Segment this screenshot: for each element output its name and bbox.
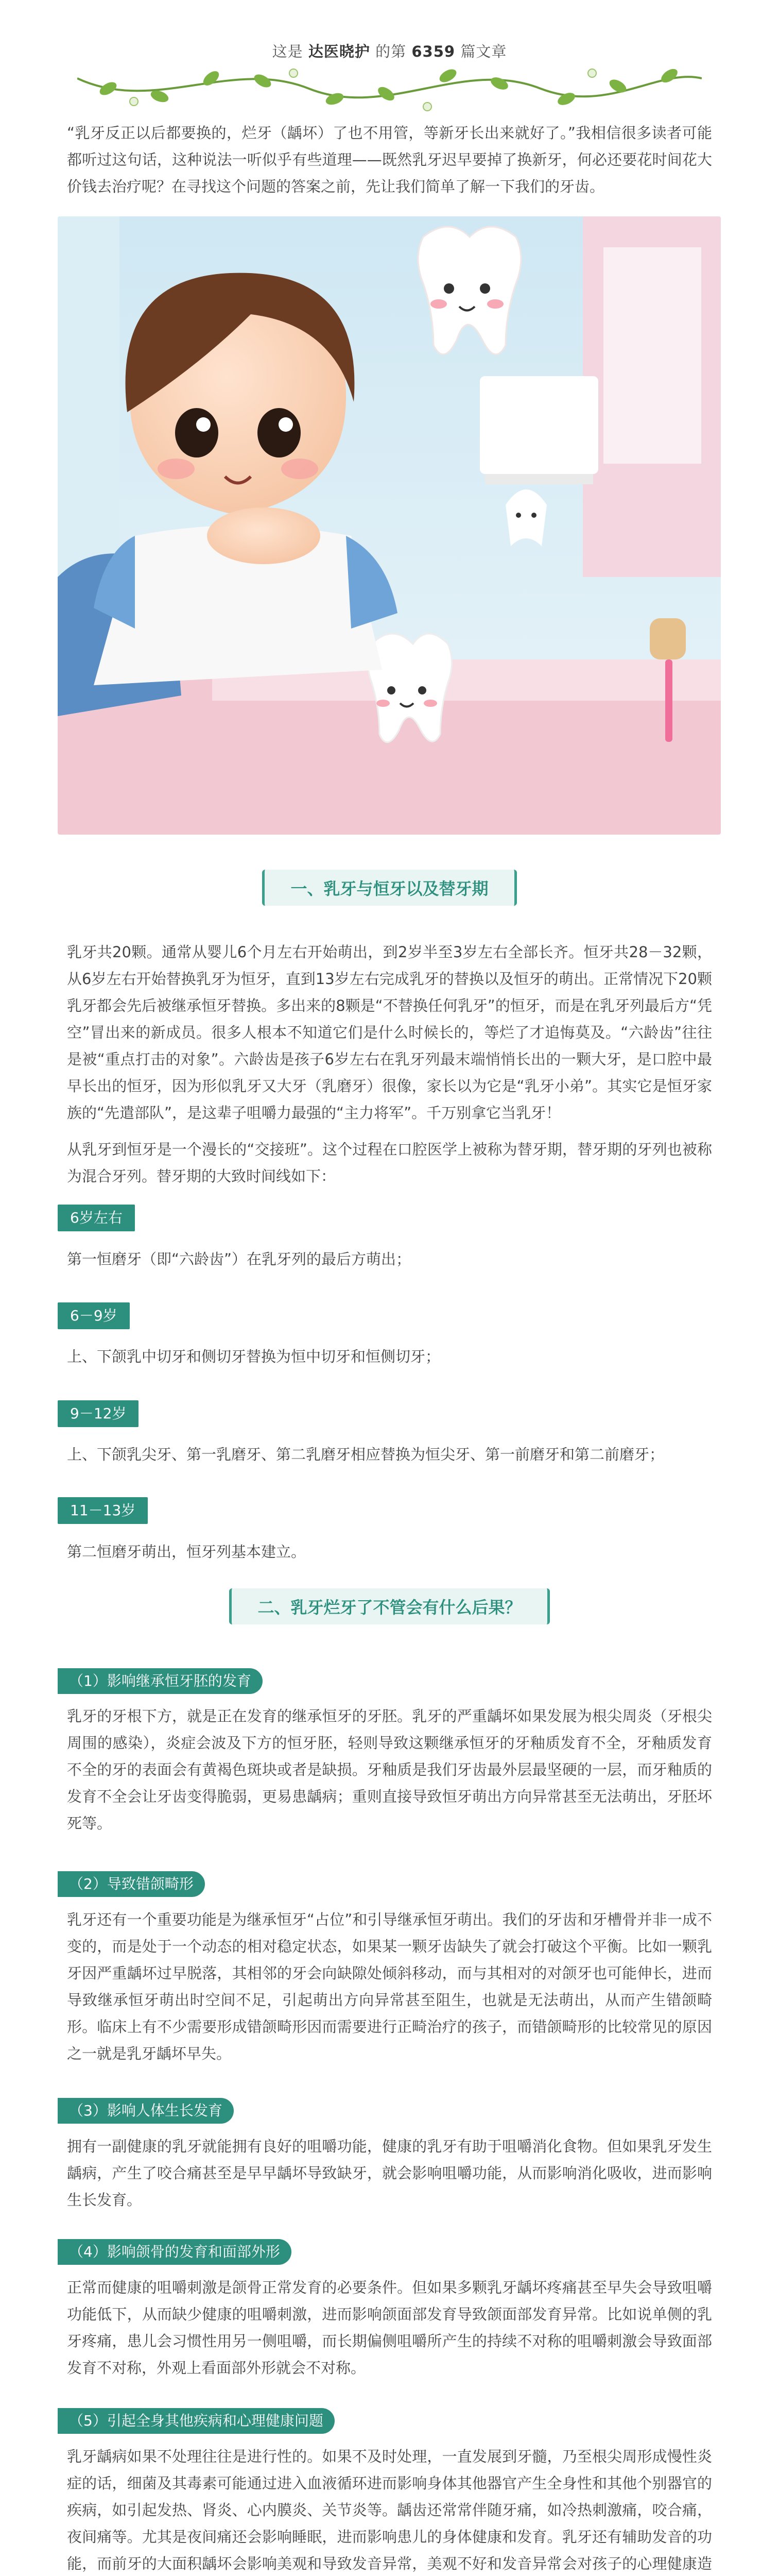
header-author[interactable]: 达医晓护 <box>308 43 370 60</box>
timeline-text: 第二恒磨牙萌出，恒牙列基本建立。 <box>67 1543 306 1561</box>
timeline-text: 第一恒磨牙（即“六龄齿”）在乳牙列的最后方萌出； <box>67 1250 411 1268</box>
section-1-title <box>0 870 779 904</box>
timeline-age-tag: 9－12岁 <box>58 1400 139 1427</box>
section-1-paragraph-2: 从乳牙到恒牙是一个漫长的“交接班”。这个过程在口腔医学上被称为替牙期，替牙期的牙列也被称为混合牙列。替牙期的大致时间线如下： <box>67 1141 712 1185</box>
section-1-title-text: 一、乳牙与恒牙以及替牙期 <box>262 870 516 906</box>
hero-illustration <box>58 216 721 835</box>
consequence-text: 乳牙的牙根下方，就是正在发育的继承恒牙的牙胚。乳牙的严重龋坏如果发展为根尖周炎（牙根尖周围的感染），炎症会波及下方的恒牙胚，轻则导致这颗继承恒牙的牙釉质发育不全，牙釉质发育不全的牙的表面会有黄褐色斑块或者是缺损。牙釉质是我们牙齿最外层最坚硬的一层，而牙釉质的发育不全会让牙齿变得脆弱，更易患龋病；重则直接导致恒牙萌出方向异常甚至无法萌出，牙胚坏死等。 <box>67 1707 712 1832</box>
header-suffix: 篇文章 <box>460 43 507 60</box>
timeline-age-tag: 6岁左右 <box>58 1205 135 1231</box>
consequence-text: 正常而健康的咀嚼刺激是颌骨正常发育的必要条件。但如果多颗乳牙龋坏疼痛甚至早失会导致咀嚼功能低下，从而缺少健康的咀嚼刺激，进而影响颌面部发育导致颌面部发育异常。比如说单侧的乳牙疼痛，患儿会习惯性用另一侧咀嚼，而长期偏侧咀嚼所产生的持续不对称的咀嚼刺激会导致面部发育不对称，外观上看面部外形就会不对称。 <box>67 2279 712 2377</box>
timeline-text: 上、下颌乳尖牙、第一乳磨牙、第二乳磨牙相应替换为恒尖牙、第一前磨牙和第二前磨牙； <box>67 1446 665 1463</box>
consequence-text: 拥有一副健康的乳牙就能拥有良好的咀嚼功能，健康的乳牙有助于咀嚼消化食物。但如果乳牙发生龋病，产生了咬合痛甚至是早早龋坏导致缺牙，就会影响咀嚼功能，从而影响消化吸收，进而影响生长发育。 <box>67 2138 712 2209</box>
consequence-label: （3）影响人体生长发育 <box>58 2098 234 2124</box>
timeline-text: 上、下颌乳中切牙和侧切牙替换为恒中切牙和恒侧切牙； <box>67 1348 441 1365</box>
header-middle: 的第 <box>375 43 407 60</box>
consequence-label: （4）影响颌骨的发育和面部外形 <box>58 2239 291 2265</box>
intro-paragraph: “乳牙反正以后都要换的，烂牙（龋坏）了也不用管，等新牙长出来就好了。”我相信很多读者可能都听过这句话，这种说法一听似乎有些道理——既然乳牙迟早要掉了换新牙，何必还要花时间花大价钱去治疗呢？在寻找这个问题的答案之前，先让我们简单了解一下我们的牙齿。 <box>67 124 712 195</box>
section-2-title <box>0 1588 779 1622</box>
consequence-text: 乳牙龋病如果不处理往往是进行性的。如果不及时处理，一直发展到牙髓，乃至根尖周形成慢性炎症的话，细菌及其毒素可能通过进入血液循环进而影响身体其他器官产生全身性和其他个别器官的疾病，如引起发热、肾炎、心内膜炎、关节炎等。龋齿还常常伴随牙痛，如冷热刺激痛，咬合痛，夜间痛等。尤其是夜间痛还会影响睡眠，进而影响患儿的身体健康和发育。乳牙还有辅助发音的功能，而前牙的大面积龋坏会影响美观和导致发音异常，美观不好和发音异常会对孩子的心理健康造 <box>67 2448 712 2572</box>
section-2-title-text: 二、乳牙烂牙了不管会有什么后果？ <box>229 1588 549 1624</box>
consequence-text: 乳牙还有一个重要功能是为继承恒牙“占位”和引导继承恒牙萌出。我们的牙齿和牙槽骨并非一成不变的，而是处于一个动态的相对稳定状态，如果某一颗牙齿缺失了就会打破这个平衡。比如一颗乳牙因严重龋坏过早脱落，其相邻的牙会向缺隙处倾斜移动，而与其相对的对颌牙也可能伸长，进而导致继承恒牙萌出时空间不足，引起萌出方向异常甚至阻生，也就是无法萌出，从而产生错颌畸形。临床上有不少需要形成错颌畸形因而需要进行正畸治疗的孩子，而错颌畸形的比较常见的原因之一就是乳牙龋坏早失。 <box>67 1911 712 2062</box>
header-prefix: 这是 <box>272 43 303 60</box>
consequence-label: （5）引起全身其他疾病和心理健康问题 <box>58 2408 335 2434</box>
consequence-label: （1）影响继承恒牙胚的发育 <box>58 1668 263 1694</box>
timeline-age-tag: 6－9岁 <box>58 1302 130 1329</box>
consequence-label: （2）导致错颌畸形 <box>58 1871 205 1897</box>
section-1-paragraph-1: 乳牙共20颗。通常从婴儿6个月左右开始萌出，到2岁半至3岁左右全部长齐。恒牙共28－32颗，从6岁左右开始替换乳牙为恒牙，直到13岁左右完成乳牙的替换以及恒牙的萌出。正常情况下20颗乳牙都会先后被继承恒牙替换。多出来的8颗是“不替换任何乳牙”的恒牙，而是在乳牙列最后方“凭空”冒出来的新成员。很多人根本不知道它们是什么时候长的，等烂了才追悔莫及。“六龄齿”往往是被“重点打击的对象”。六龄齿是孩子6岁左右在乳牙列最末端悄悄长出的一颗大牙，是口腔中最早长出的恒牙，因为形似乳牙又大牙（乳磨牙）很像，家长以为它是“乳牙小弟”。其实它是恒牙家族的“先遣部队”，是这辈子咀嚼力最强的“主力将军”。千万别拿它当乳牙！ <box>67 943 712 1122</box>
header-number: 6359 <box>411 43 456 60</box>
vine-decoration <box>77 58 702 120</box>
timeline-age-tag: 11－13岁 <box>58 1497 148 1524</box>
